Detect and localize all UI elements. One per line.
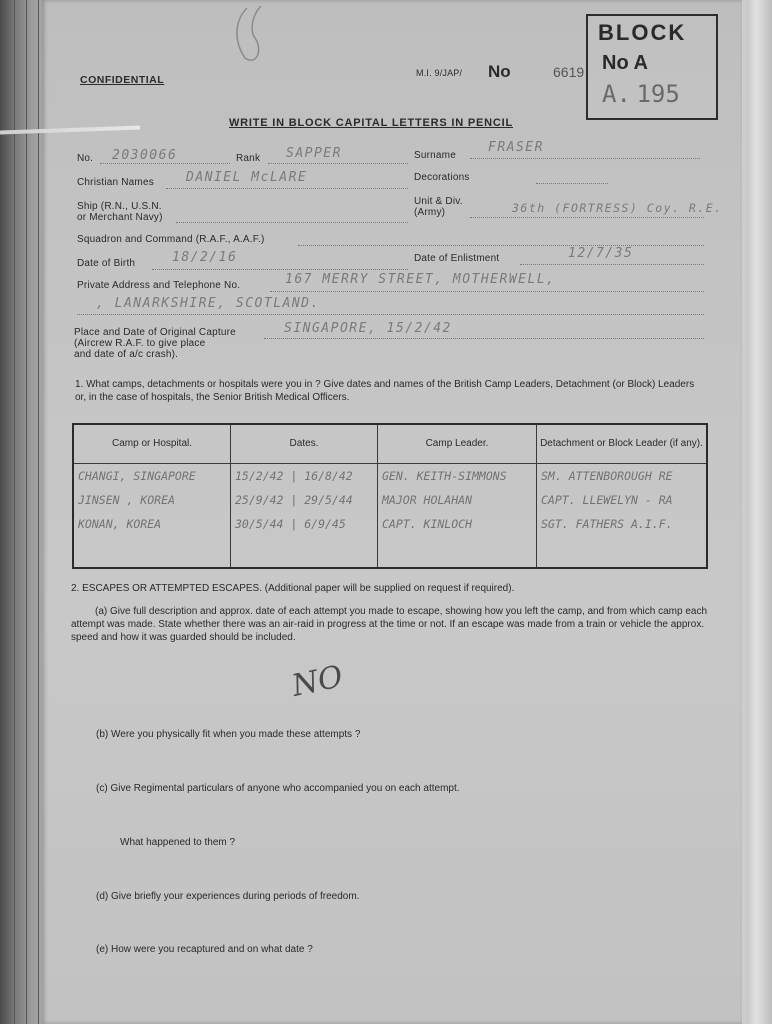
question-2-heading: 2. ESCAPES OR ATTEMPTED ESCAPES. (Additional paper will be supplied on request if required).	[71, 583, 515, 594]
question-1: 1. What camps, detachments or hospitals were you in ? Give dates and names of the British Camp Leaders, Detachment (or Block) Leaders or, in the case of hospitals, the Senior British Medical Officers.	[75, 379, 695, 403]
dob-value: 18/2/16	[172, 250, 238, 265]
capture-value: SINGAPORE, 15/2/42	[284, 321, 452, 336]
col-header-dates: Dates.	[231, 424, 378, 464]
question-2a: (a) Give full description and approx. date of each attempt you made to escape, showing how you left the camp, and from which camp each attempt was made. State whether there was an air-raid in progress at the time or not. If an escape was made from a train or vehicle the approx. speed and how it was guarded should be included.	[71, 606, 708, 643]
unit-value: 36th (FORTRESS) Coy. R.E.	[512, 201, 723, 215]
block-no-label: No A	[602, 52, 648, 74]
cell-camp-leader: MAJOR HOLAHAN	[378, 488, 537, 512]
number-label: No	[488, 62, 511, 81]
cell-camp: CHANGI, SINGAPORE	[73, 464, 231, 489]
cell-camp: JINSEN , KOREA	[73, 488, 231, 512]
dob-label: Date of Birth	[77, 258, 136, 269]
question-2e: (e) How were you recaptured and on what date ?	[96, 944, 313, 955]
enlistment-value: 12/7/35	[568, 246, 634, 261]
cell-dates: 15/2/42 | 16/8/42	[231, 464, 378, 489]
cell-detachment-leader: SM. ATTENBOROUGH RE	[537, 464, 708, 489]
question-2c-followup: What happened to them ?	[120, 837, 236, 848]
surname-label: Surname	[414, 150, 456, 161]
christian-names-label: Christian Names	[77, 177, 154, 188]
rank-value: SAPPER	[286, 146, 342, 161]
table-header-row	[73, 424, 707, 464]
block-number: A. 195	[602, 80, 680, 108]
form-reference: M.I. 9/JAP/	[416, 68, 463, 78]
block-stamp-box	[586, 14, 718, 120]
address-value-2: , LANARKSHIRE, SCOTLAND.	[96, 296, 320, 311]
surname-value: FRASER	[488, 140, 544, 155]
question-2b: (b) Were you physically fit when you made these attempts ?	[96, 729, 361, 740]
rank-label: Rank	[236, 153, 261, 164]
question-2c: (c) Give Regimental particulars of anyone who accompanied you on each attempt.	[96, 783, 460, 794]
cell-dates: 30/5/44 | 6/9/45	[231, 512, 378, 536]
col-header-camp-leader: Camp Leader.	[378, 424, 537, 464]
cell-detachment-leader: CAPT. LLEWELYN - RA	[537, 488, 708, 512]
ship-label-2: or Merchant Navy)	[77, 212, 163, 223]
no-label: No.	[77, 153, 94, 164]
unit-label-2: (Army)	[414, 207, 446, 218]
capture-label-3: and date of a/c crash).	[74, 349, 179, 360]
pencil-scribble	[227, 0, 277, 70]
col-header-detachment-leader: Detachment or Block Leader (if any).	[537, 424, 708, 464]
address-value: 167 MERRY STREET, MOTHERWELL,	[285, 272, 556, 287]
cell-dates: 25/9/42 | 29/5/44	[231, 488, 378, 512]
no-value: 2030066	[112, 148, 178, 163]
table-row	[73, 464, 707, 489]
capture-label-2: (Aircrew R.A.F. to give place	[74, 338, 206, 349]
christian-names-value: DANIEL McLARE	[186, 170, 308, 185]
cell-camp-leader: GEN. KEITH-SIMMONS	[378, 464, 537, 489]
form-title: WRITE IN BLOCK CAPITAL LETTERS IN PENCIL	[229, 117, 513, 129]
unit-label: Unit & Div.	[414, 196, 463, 207]
capture-label: Place and Date of Original Capture	[74, 327, 236, 338]
squadron-label: Squadron and Command (R.A.F., A.A.F.)	[77, 234, 265, 245]
address-label: Private Address and Telephone No.	[77, 280, 241, 291]
block-label: BLOCK	[598, 20, 687, 45]
table-row	[73, 488, 707, 512]
camps-table	[72, 423, 708, 569]
form-number: 6619	[553, 64, 585, 80]
table-row	[73, 512, 707, 536]
confidential-label: CONFIDENTIAL	[80, 74, 165, 86]
table-empty-row	[73, 536, 707, 568]
cell-detachment-leader: SGT. FATHERS A.I.F.	[537, 512, 708, 536]
decorations-label: Decorations	[414, 172, 470, 183]
col-header-camp: Camp or Hospital.	[73, 424, 231, 464]
ship-label: Ship (R.N., U.S.N.	[77, 201, 162, 212]
handwritten-answer: NO	[288, 659, 346, 704]
question-2d: (d) Give briefly your experiences during periods of freedom.	[96, 891, 360, 902]
enlistment-label: Date of Enlistment	[414, 253, 500, 264]
cell-camp: KONAN, KOREA	[73, 512, 231, 536]
cell-camp-leader: CAPT. KINLOCH	[378, 512, 537, 536]
